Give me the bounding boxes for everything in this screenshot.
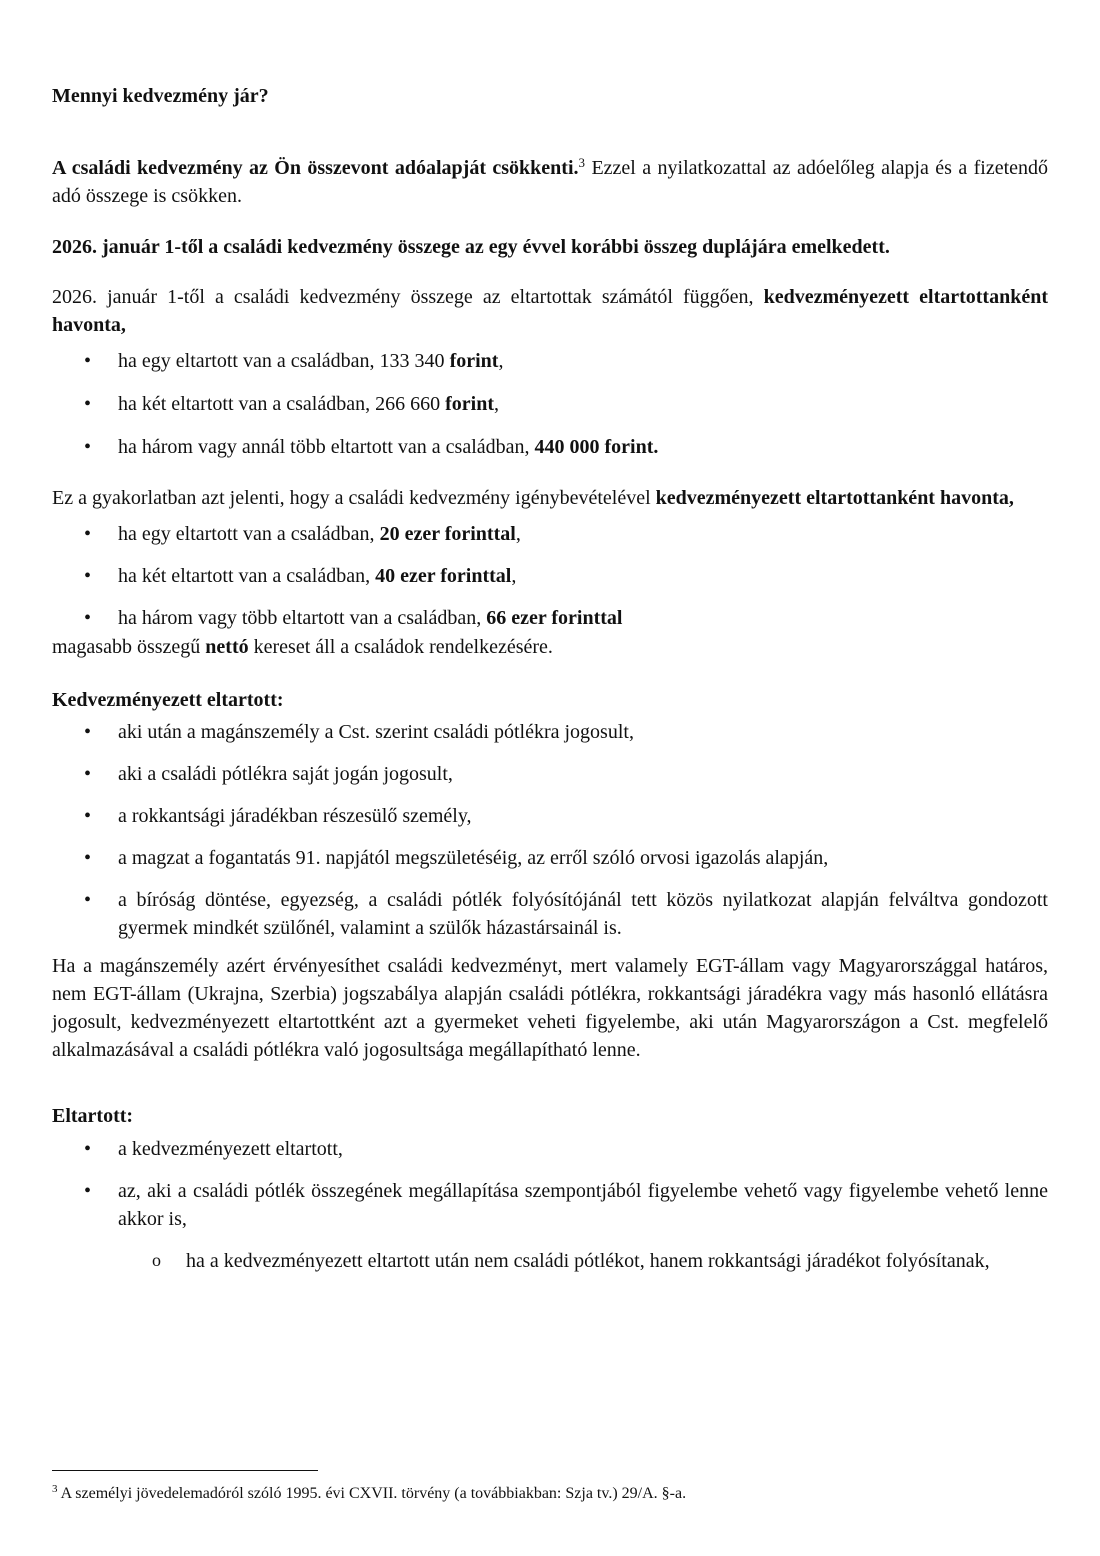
doubling-statement: 2026. január 1-től a családi kedvezmény összege az egy évvel korábbi összeg duplájára emelkedett. xyxy=(52,236,890,258)
amount-list xyxy=(52,347,1048,461)
document-body xyxy=(52,82,1048,1275)
section-heading-amount: Mennyi kedvezmény jár? xyxy=(52,85,269,107)
practice-list xyxy=(52,520,1048,632)
list-item-text: ha egy eltartott van a családban, xyxy=(118,523,380,545)
list-item-punct: , xyxy=(515,523,521,545)
list-item: • aki a családi pótlékra saját jogán jogosult, xyxy=(52,760,1048,788)
list-item xyxy=(52,433,1048,461)
list-item: • az, aki a családi pótlék összegének megállapítása szempontjából figyelembe vehető vagy figyelembe vehető lenne akkor is, xyxy=(52,1177,1048,1233)
list-item xyxy=(52,604,1048,632)
footnote-number: 3 xyxy=(52,1483,58,1495)
footnote-ref: 3 xyxy=(578,155,586,170)
list-item-punct: , xyxy=(494,393,499,415)
eea-paragraph: Ha a magánszemély azért érvényesíthet családi kedvezményt, mert valamely EGT-állam vagy Magyarországgal határos, nem EGT-állam (Ukrajna, Szerbia) jogszabálya alapján családi pótlékra, rokkantsági járadékra vagy más hasonló ellátásra jogosult, kedvezményezett eltartottként azt a gyermeket veheti figyelembe, aki után Magyarországon a Cst. megfelelő alkalmazásával a családi pótlékra való jogosultsága megállapítható lenne. xyxy=(52,955,1048,1061)
practice-intro-text: Ez a gyakorlatban azt jelenti, hogy a családi kedvezmény igénybevételével xyxy=(52,487,656,509)
list-item-punct: , xyxy=(498,350,504,372)
footnote-text: A személyi jövedelemadóról szóló 1995. évi CXVII. törvény (a továbbiakban: Szja tv.) 29/A. §-a. xyxy=(57,1485,687,1502)
outro-bold: nettó xyxy=(205,636,249,658)
dependent-sublist xyxy=(52,1247,1048,1275)
list-item-punct: , xyxy=(511,565,517,587)
amount-intro-paragraph xyxy=(52,283,1048,339)
intro-bold-text: A családi kedvezmény az Ön összevont adóalapját csökkenti. xyxy=(52,157,579,179)
list-item-text: ha két eltartott van a családban, 266 660 xyxy=(118,393,446,415)
list-item-text: ha egy eltartott van a családban, 133 340 xyxy=(118,350,450,372)
dependent-list xyxy=(52,1135,1048,1233)
list-item xyxy=(52,390,1048,418)
list-item: • aki után a magánszemély a Cst. szerint családi pótlékra jogosult, xyxy=(52,718,1048,746)
list-item-bold: forint xyxy=(445,393,494,415)
practice-intro-bold: kedvezményezett eltartottanként havonta, xyxy=(655,487,1014,509)
dependent-heading: Eltartott: xyxy=(52,1105,134,1127)
intro-rest-text: Ezzel a nyilatkozattal az adóelőleg alapja és a fizetendő adó összege is csökken. xyxy=(52,157,1048,207)
list-item-bold: 20 ezer forinttal xyxy=(379,523,516,545)
list-item xyxy=(52,347,1048,375)
beneficiary-heading: Kedvezményezett eltartott: xyxy=(52,689,284,711)
sub-list-item: o ha a kedvezményezett eltartott után nem családi pótlékot, hanem rokkantsági járadékot folyósítanak, xyxy=(52,1247,1048,1275)
list-item-text: ha három vagy több eltartott van a családban, xyxy=(118,607,487,629)
list-item-bold: 40 ezer forinttal xyxy=(375,565,512,587)
amount-intro-text: 2026. január 1-től a családi kedvezmény összege az eltartottak számától függően, xyxy=(52,286,764,308)
list-item xyxy=(52,562,1048,590)
list-item-bold: forint xyxy=(449,350,499,372)
outro-text-end: kereset áll a családok rendelkezésére. xyxy=(248,636,553,658)
list-item: • a bíróság döntése, egyezség, a családi pótlék folyósítójánál tett közös nyilatkozat alapján felváltva gondozott gyermek mindkét szülőnél, valamint a szülők házastársainál is. xyxy=(52,886,1048,942)
outro-text: magasabb összegű xyxy=(52,636,206,658)
practice-intro-paragraph xyxy=(52,484,1048,512)
footnote xyxy=(52,1483,1048,1505)
list-item xyxy=(52,520,1048,548)
beneficiary-list xyxy=(52,718,1048,942)
list-item: • a magzat a fogantatás 91. napjától megszületéséig, az erről szóló orvosi igazolás alapján, xyxy=(52,844,1048,872)
practice-outro-paragraph xyxy=(52,633,1048,661)
footnote-separator xyxy=(52,1470,318,1471)
list-item-bold: 66 ezer forinttal xyxy=(486,607,623,629)
list-item-bold: 440 000 forint. xyxy=(534,436,659,458)
list-item-text: ha két eltartott van a családban, xyxy=(118,565,376,587)
intro-paragraph xyxy=(52,154,1048,210)
list-item: • a kedvezményezett eltartott, xyxy=(52,1135,1048,1163)
list-item: • a rokkantsági járadékban részesülő személy, xyxy=(52,802,1048,830)
list-item-text: ha három vagy annál több eltartott van a családban, xyxy=(118,436,535,458)
amount-intro-bold: kedvezményezett eltartottanként havonta, xyxy=(52,286,1048,336)
